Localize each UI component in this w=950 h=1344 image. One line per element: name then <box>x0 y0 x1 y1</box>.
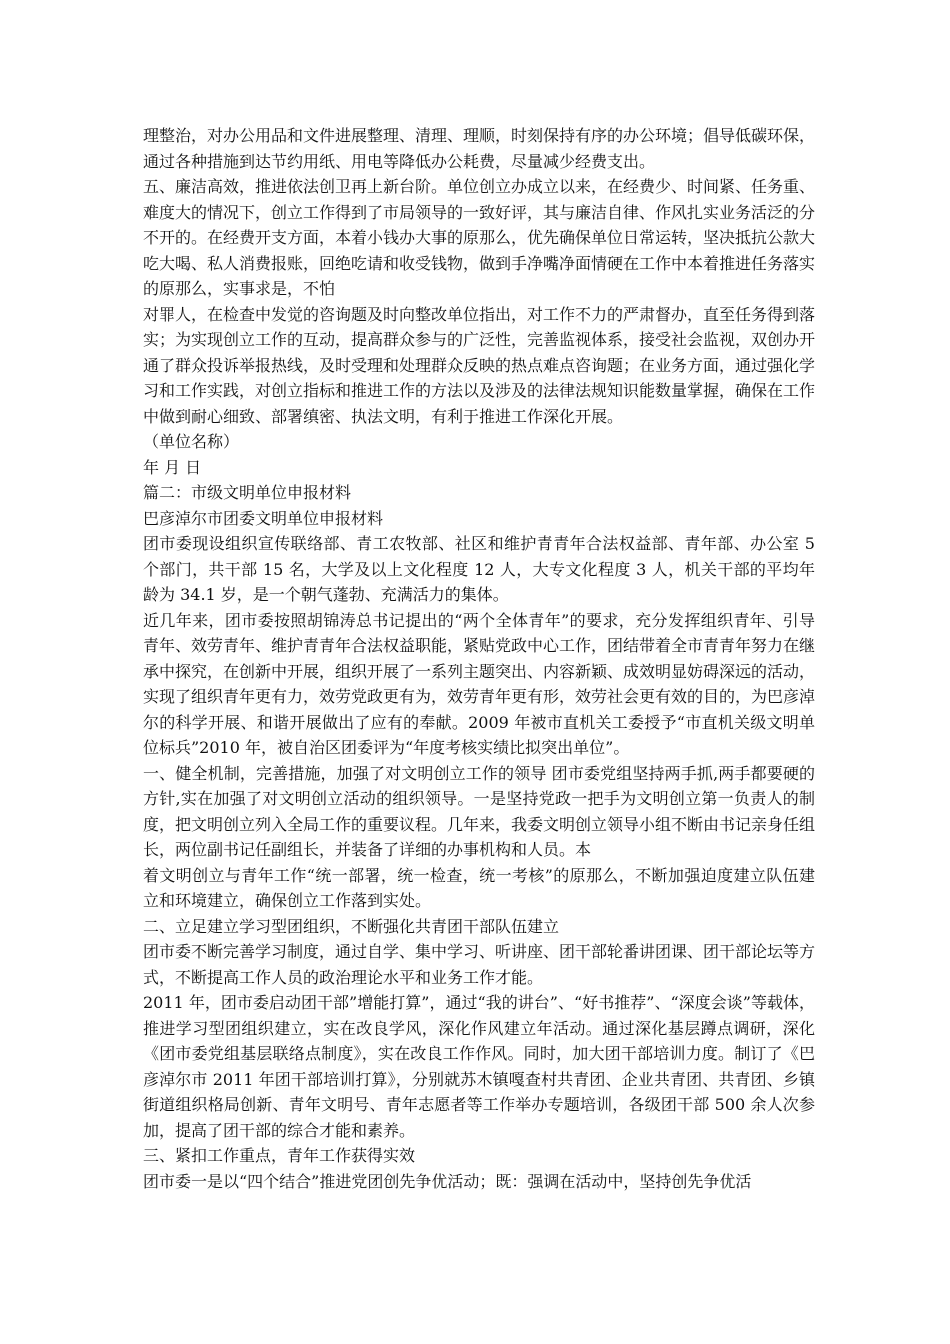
paragraph-cleanup-environment: 理整治，对办公用品和文件进展整理、清理、理顺，时刻保持有序的办公环境；倡导低碳环保，通过各种措施到达节约用纸、用电等降低办公耗费，尽量减少经费支出。 <box>143 126 816 171</box>
paragraph-four-combinations: 团市委一是以“四个结合”推进党团创先争优活动；既：强调在活动中，坚持创先争优活 <box>143 1171 752 1191</box>
paragraph-2011-training: 2011 年，团市委启动团干部”增能打算”，通过“我的讲台”、“好书推荐”、“深度会谈”等载体，推进学习型团组织建立，实在改良学风，深化作风建立年活动。通过深化基层蹲点调研，深化《团市委党组基层联络点制度》，实在改良工作作风。同时，加大团干部培训力度。制订了《巴彦淖尔市 2011 年团干部培训打算》，分别就苏木镇嘎查村共青团、企业共青团、共青团、乡镇街道组织格局创新、青年文明号、青年志愿者等工作举办专题培训，各级团干部 500 余人次参加，提高了团干部的综合才能和素养。 <box>143 993 815 1140</box>
document-page <box>143 123 815 1194</box>
paragraph-section-one-continued: 着文明创立与青年工作“统一部署，统一检查，统一考核”的原那么，不断加强迫度建立队伍建立和环境建立，确保创立工作落到实处。 <box>143 865 815 910</box>
document-title: 巴彦淖尔市团委文明单位申报材料 <box>143 508 384 528</box>
paragraph-section-one: 一、健全机制，完善措施，加强了对文明创立工作的领导 团市委党组坚持两手抓,两手都要硬的方针,实在加强了对文明创立活动的组织领导。一是坚持党政一把手为文明创立第一负责人的制度，把文明创立列入全局工作的重要议程。几年来，我委文明创立领导小组不断由书记亲身任组长，两位副书记任副组长，并装备了详细的办事机构和人员。本 <box>143 763 816 859</box>
paragraph-section-five: 五、廉洁高效，推进依法创卫再上新台阶。单位创立办成立以来，在经费少、时间紧、任务重、难度大的情况下，创立工作得到了市局领导的一致好评，其与廉洁自律、作风扎实业务活泛的分不开的。在经费开支方面，本着小钱办大事的原那么，优先确保单位日常运转，坚决抵抗公款大吃大喝、私人消费报账，回绝吃请和收受钱物，做到手净嘴净面情硬在工作中本着推进任务落实的原那么，实事求是，不怕 <box>143 177 816 298</box>
paragraph-department-overview: 团市委现设组织宣传联络部、青工农牧部、社区和维护青青年合法权益部、青年部、办公室 5 个部门，共干部 15 名，大学及以上文化程度 12 人，大专文化程度 3 人，机关干部的平均年龄为 34.1 岁，是一个朝气蓬勃、充满活力的集体。 <box>143 534 815 604</box>
unit-name-signature: （单位名称） <box>143 432 240 451</box>
paragraph-recent-years: 近几年来，团市委按照胡锦涛总书记提出的“两个全体青年”的要求，充分发挥组织青年、引导青年、效劳青年、维护青青年合法权益职能，紧贴党政中心工作，团结带着全市青青年努力在继承中探究，在创新中开展，组织开展了一系列主题突出、内容新颖、成效明显妨碍深远的活动，实现了组织青年更有力，效劳党政更有为，效劳青年更有形，效劳社会更有效的目的，为巴彦淖尔的科学开展、和谐开展做出了应有的奉献。2009 年被市直机关工委授予“市直机关级文明单位标兵”2010 年，被自治区团委评为“年度考核实绩比拟突出单位”。 <box>143 610 816 757</box>
date-line: 年 月 日 <box>143 457 202 477</box>
paragraph-learning-system: 团市委不断完善学习制度，通过自学、集中学习、听讲座、团干部轮番讲团课、团干部论坛等方式，不断提高工作人员的政治理论水平和业务工作才能。 <box>143 942 816 987</box>
chapter-two-heading: 篇二：市级文明单位申报材料 <box>143 483 352 502</box>
paragraph-section-five-continued: 对罪人，在检查中发觉的咨询题及时向整改单位指出，对工作不力的严肃督办，直至任务得到落实；为实现创立工作的互动，提高群众参与的广泛性，完善监视体系，接受社会监视，双创办开通了群众投诉举报热线，及时受理和处理群众反映的热点难点咨询题；在业务方面，通过强化学习和工作实践，对创立指标和推进工作的方法以及涉及的法律法规知识能数量掌握，确保在工作中做到耐心细致、部署缜密、执法文明，有利于推进工作深化开展。 <box>143 304 816 426</box>
section-two-heading: 二、立足建立学习型团组织，不断强化共青团干部队伍建立 <box>143 916 560 936</box>
section-three-heading: 三、紧扣工作重点，青年工作获得实效 <box>143 1146 416 1165</box>
